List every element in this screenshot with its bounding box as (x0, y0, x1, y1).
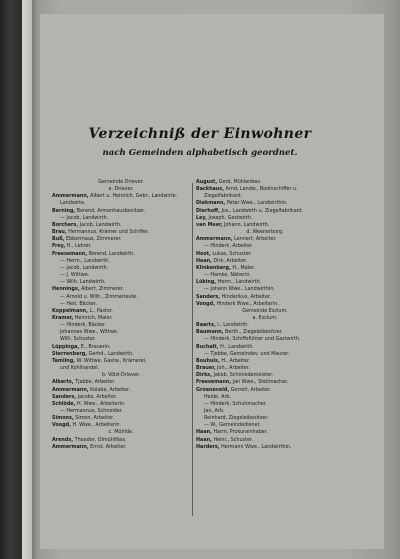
resident-subentry: Landwirte. (60, 200, 86, 207)
resident-subentry: — Hinderk, Schuhmacher. (204, 400, 267, 407)
resident-subentry: — Hinderk, Bäcker. (60, 322, 107, 329)
resident-details: Jacob, Landwirth. (78, 221, 122, 228)
resident-entry (196, 429, 334, 436)
resident-surname: Sanders, (52, 393, 77, 400)
resident-surname: Haan, (196, 257, 212, 264)
section-heading: a. Esclum. (252, 314, 278, 321)
resident-details: H., Lehrer. (65, 243, 92, 250)
resident-details: H., Landwirth. (218, 343, 254, 350)
resident-entry (196, 258, 334, 265)
resident-entry (196, 208, 334, 215)
resident-subentry: Jan, Arb. (204, 408, 225, 414)
resident-list-left-column (52, 179, 190, 519)
resident-details: Albert u. Heinrich, Gebr., Landwirte. (88, 193, 178, 200)
resident-surname: Ammermann, (52, 443, 89, 450)
resident-details: H., Arbeiter. (219, 357, 251, 364)
resident-subentry: — Hermannus, Schneider. (60, 408, 123, 414)
resident-details: Joseph, Gastwirth. (206, 214, 253, 221)
resident-entry (196, 179, 334, 186)
resident-entry (52, 358, 190, 365)
resident-surname: Sanders, (196, 293, 221, 300)
resident-surname: Kramer, (52, 314, 74, 321)
resident-surname: Freesemann, (196, 379, 232, 386)
resident-entry (196, 222, 334, 229)
resident-surname: Ammermann, (52, 386, 89, 393)
resident-entry (196, 358, 334, 365)
resident-entry (52, 415, 190, 422)
resident-entry (196, 322, 334, 329)
resident-subentry: — Arnold u. Wilh., Zimmerleute. (60, 293, 138, 300)
resident-details: Herm., Landwirth. (216, 279, 262, 286)
resident-details: H. Wwe., Arbeiterin. (70, 422, 122, 429)
resident-surname: Backhaus, (196, 186, 224, 193)
resident-entry (196, 379, 334, 386)
resident-surname: Baumann, (196, 329, 224, 336)
resident-subentry: Ziegelfabrikant. (204, 193, 243, 200)
resident-details: Albert, Zimmerer. (79, 286, 124, 293)
resident-subentry: — Johann Wwe., Landwirthin. (204, 286, 275, 293)
resident-subentry: — Herm., Landwirth. (60, 257, 110, 264)
resident-entry (196, 329, 334, 336)
resident-details: L., Pastor. (87, 307, 113, 314)
resident-subentry: — Hinderk, Schiffsführer und Gastwirth. (204, 336, 301, 343)
resident-subentry: — Wilh. Landwirth. (60, 279, 106, 286)
resident-surname: Baarts, (196, 322, 216, 329)
resident-subentry: Johannes Wwe., Wittwe. (60, 329, 119, 336)
resident-entry (196, 279, 334, 286)
resident-surname: Simons, (52, 415, 74, 422)
section-heading: d. Weenerborg. (246, 229, 284, 236)
resident-surname: Ammermann, (52, 193, 89, 200)
resident-details: Harm, Prokurainhaber. (211, 429, 268, 436)
resident-entry (52, 437, 190, 444)
resident-subentry: — Hamke, Näherin. (204, 272, 252, 279)
resident-details: Gerd, Mühlenbes. (217, 179, 262, 185)
resident-entry (196, 251, 334, 258)
resident-subentry: Helde, Arb. (204, 393, 232, 400)
resident-details: Gerhd., Landwirth. (87, 350, 134, 357)
section-heading: a. Driever. (108, 186, 134, 193)
resident-surname: Arends, (52, 436, 74, 443)
resident-details: Dirk, Arbeiter. (211, 257, 248, 264)
resident-details: Peter Wwe., Landwirthin. (225, 200, 288, 207)
resident-entry (52, 401, 190, 408)
resident-details: Heinr., Schuster. (211, 436, 253, 443)
resident-surname: Groeneveld, (196, 386, 230, 393)
resident-details: Jacobs, Arbeiter. (76, 393, 118, 400)
page-subtitle: nach Gemeinden alphabetisch geordnet. (102, 148, 298, 158)
resident-entry (52, 229, 190, 236)
resident-details: Lennert, Arbeiter. (232, 236, 277, 243)
resident-surname: Haan, (196, 436, 212, 443)
resident-entry (196, 186, 334, 193)
resident-subentry: — J. Wittwe. (60, 272, 90, 279)
resident-surname: Klinkenberg, (196, 264, 231, 271)
resident-entry (52, 208, 190, 215)
resident-subentry: — Hinderk, Arbeiter. (204, 243, 254, 250)
resident-entry (196, 265, 334, 272)
resident-details: Joh., Arbeiter. (215, 365, 250, 372)
resident-surname: Borchers, (52, 221, 79, 228)
resident-subentry: — Jacob, Landwirth. (60, 214, 109, 221)
resident-surname: Ammermann, (196, 236, 233, 243)
resident-subentry: — Jacob, Landwirth. (60, 264, 109, 271)
resident-details: E., Brauerin. (79, 343, 111, 350)
resident-entry (52, 444, 190, 451)
resident-entry (52, 243, 190, 250)
resident-details: Berth., Ziegeleibesitzer. (223, 329, 283, 336)
resident-entry (196, 215, 334, 222)
resident-details: Ebbermaus, Zimmerer. (64, 236, 122, 243)
resident-details: Heinrich, Maler. (73, 314, 113, 321)
resident-surname: van Meer, (196, 221, 223, 228)
resident-subentry: und Kohlhandel. (60, 365, 100, 372)
resident-details: Berend, Armenhausbesitzer. (75, 207, 146, 214)
resident-surname: Brau, (52, 229, 67, 236)
resident-details: Lukas, Schuster. (210, 250, 252, 257)
resident-surname: Dierhoff, (196, 207, 220, 214)
resident-entry (196, 301, 334, 308)
section-heading: Gemeinde Esclum. (242, 307, 288, 314)
resident-entry (196, 344, 334, 351)
resident-surname: Koppelmann, (52, 307, 88, 314)
resident-subentry: — Heit. Bäcker. (60, 300, 97, 307)
book-spine-edge (22, 0, 32, 559)
resident-surname: Dirks, (196, 372, 213, 379)
resident-surname: Frey, (52, 243, 66, 250)
resident-entry (196, 437, 334, 444)
resident-entry (196, 444, 334, 451)
section-heading: c. Mühlde. (108, 429, 134, 436)
resident-surname: Lüppinga, (52, 343, 80, 350)
resident-details: Hinderk Wwe., Arbeiterin. (214, 300, 279, 307)
resident-surname: Alberts, (52, 379, 74, 386)
resident-surname: Voogd, (52, 422, 71, 429)
resident-surname: Voogd, (196, 300, 215, 307)
resident-entry (196, 372, 334, 379)
resident-details: I., Landwirth. (215, 322, 249, 329)
resident-details: Johann, Landwirth. (222, 221, 270, 228)
column-divider (192, 183, 193, 516)
resident-details: H. Wwe., Arbeiterin. (75, 400, 126, 407)
resident-entry (196, 200, 334, 207)
resident-details: Tjabbe, Arbeiter. (73, 379, 116, 386)
resident-details: Hermannus, Krämer und Schiffer. (66, 229, 149, 236)
resident-surname: Hoot, (196, 250, 211, 257)
resident-subentry: — W., Gemeindediener. (204, 422, 261, 429)
resident-entry (52, 193, 190, 200)
resident-surname: Tamling, (52, 357, 76, 364)
resident-surname: Brauer, (196, 365, 216, 372)
resident-surname: Haan, (196, 429, 212, 436)
resident-list-right-column (196, 179, 334, 519)
page-title: Verzeichniß der Einwohner (88, 126, 312, 142)
resident-surname: Bouhuis, (196, 357, 220, 364)
resident-subentry: Wilh. Schuster. (60, 336, 96, 343)
resident-details: Berend, Landwirth. (87, 250, 135, 257)
resident-entry (52, 251, 190, 258)
resident-surname: Sterrenberg, (52, 350, 88, 357)
section-heading: Gemeinde Driever. (98, 179, 144, 185)
resident-surname: August, (196, 179, 218, 185)
resident-entry (52, 315, 190, 322)
resident-entry (52, 308, 190, 315)
resident-entry (196, 365, 334, 372)
resident-entry (52, 236, 190, 243)
resident-entry (196, 387, 334, 394)
resident-surname: Berning, (52, 207, 76, 214)
resident-surname: Harders, (196, 443, 220, 450)
resident-surname: Schlöde, (52, 400, 76, 407)
resident-details: Hermann Wwe., Landwirthin. (219, 443, 292, 450)
resident-subentry: — Tjebbe, Gemeindev. und Maurer. (204, 350, 290, 357)
resident-details: Hinderikus, Arbeiter. (220, 293, 272, 300)
resident-details: Kolabe, Arbeiter. (88, 386, 131, 393)
resident-entry (52, 394, 190, 401)
resident-details: Simon, Arbeiter. (73, 415, 115, 422)
resident-surname: Freesemann, (52, 250, 88, 257)
resident-details: Arnd, Landw., Bootsschiffer u. (223, 186, 298, 193)
resident-entry (52, 387, 190, 394)
resident-entry (52, 379, 190, 386)
resident-entry (196, 236, 334, 243)
resident-surname: Ley, (196, 214, 207, 221)
resident-entry (52, 222, 190, 229)
resident-details: Gerrelt, Arbeiter. (229, 386, 272, 393)
resident-details: W. Wittwe, Gastw., Krämerei, (75, 357, 147, 364)
resident-entry (52, 286, 190, 293)
resident-surname: Hennings, (52, 286, 80, 293)
resident-surname: Lüking, (196, 279, 217, 286)
resident-details: Jos., Landwirth u. Ziegelfabrikant. (219, 207, 304, 214)
resident-subentry: Reinhard, Ziegeleibesitzer. (204, 415, 269, 422)
resident-details: Jakob, Schmiedemeister. (212, 372, 274, 379)
resident-surname: Buchalt, (196, 343, 219, 350)
resident-details: Ernst, Arbeiter. (88, 443, 127, 450)
resident-details: Theodor, Ölmühlfäss. (73, 436, 127, 443)
section-heading: b. Völzl-Driever. (102, 372, 140, 379)
resident-surname: Diekmann, (196, 200, 226, 207)
resident-entry (52, 344, 190, 351)
resident-details: Jan Wwe., Stellmacher. (231, 379, 289, 386)
resident-surname: Buß, (52, 236, 65, 243)
resident-entry (52, 351, 190, 358)
resident-entry (196, 294, 334, 301)
resident-details: H., Maler. (230, 264, 256, 271)
resident-entry (52, 422, 190, 429)
